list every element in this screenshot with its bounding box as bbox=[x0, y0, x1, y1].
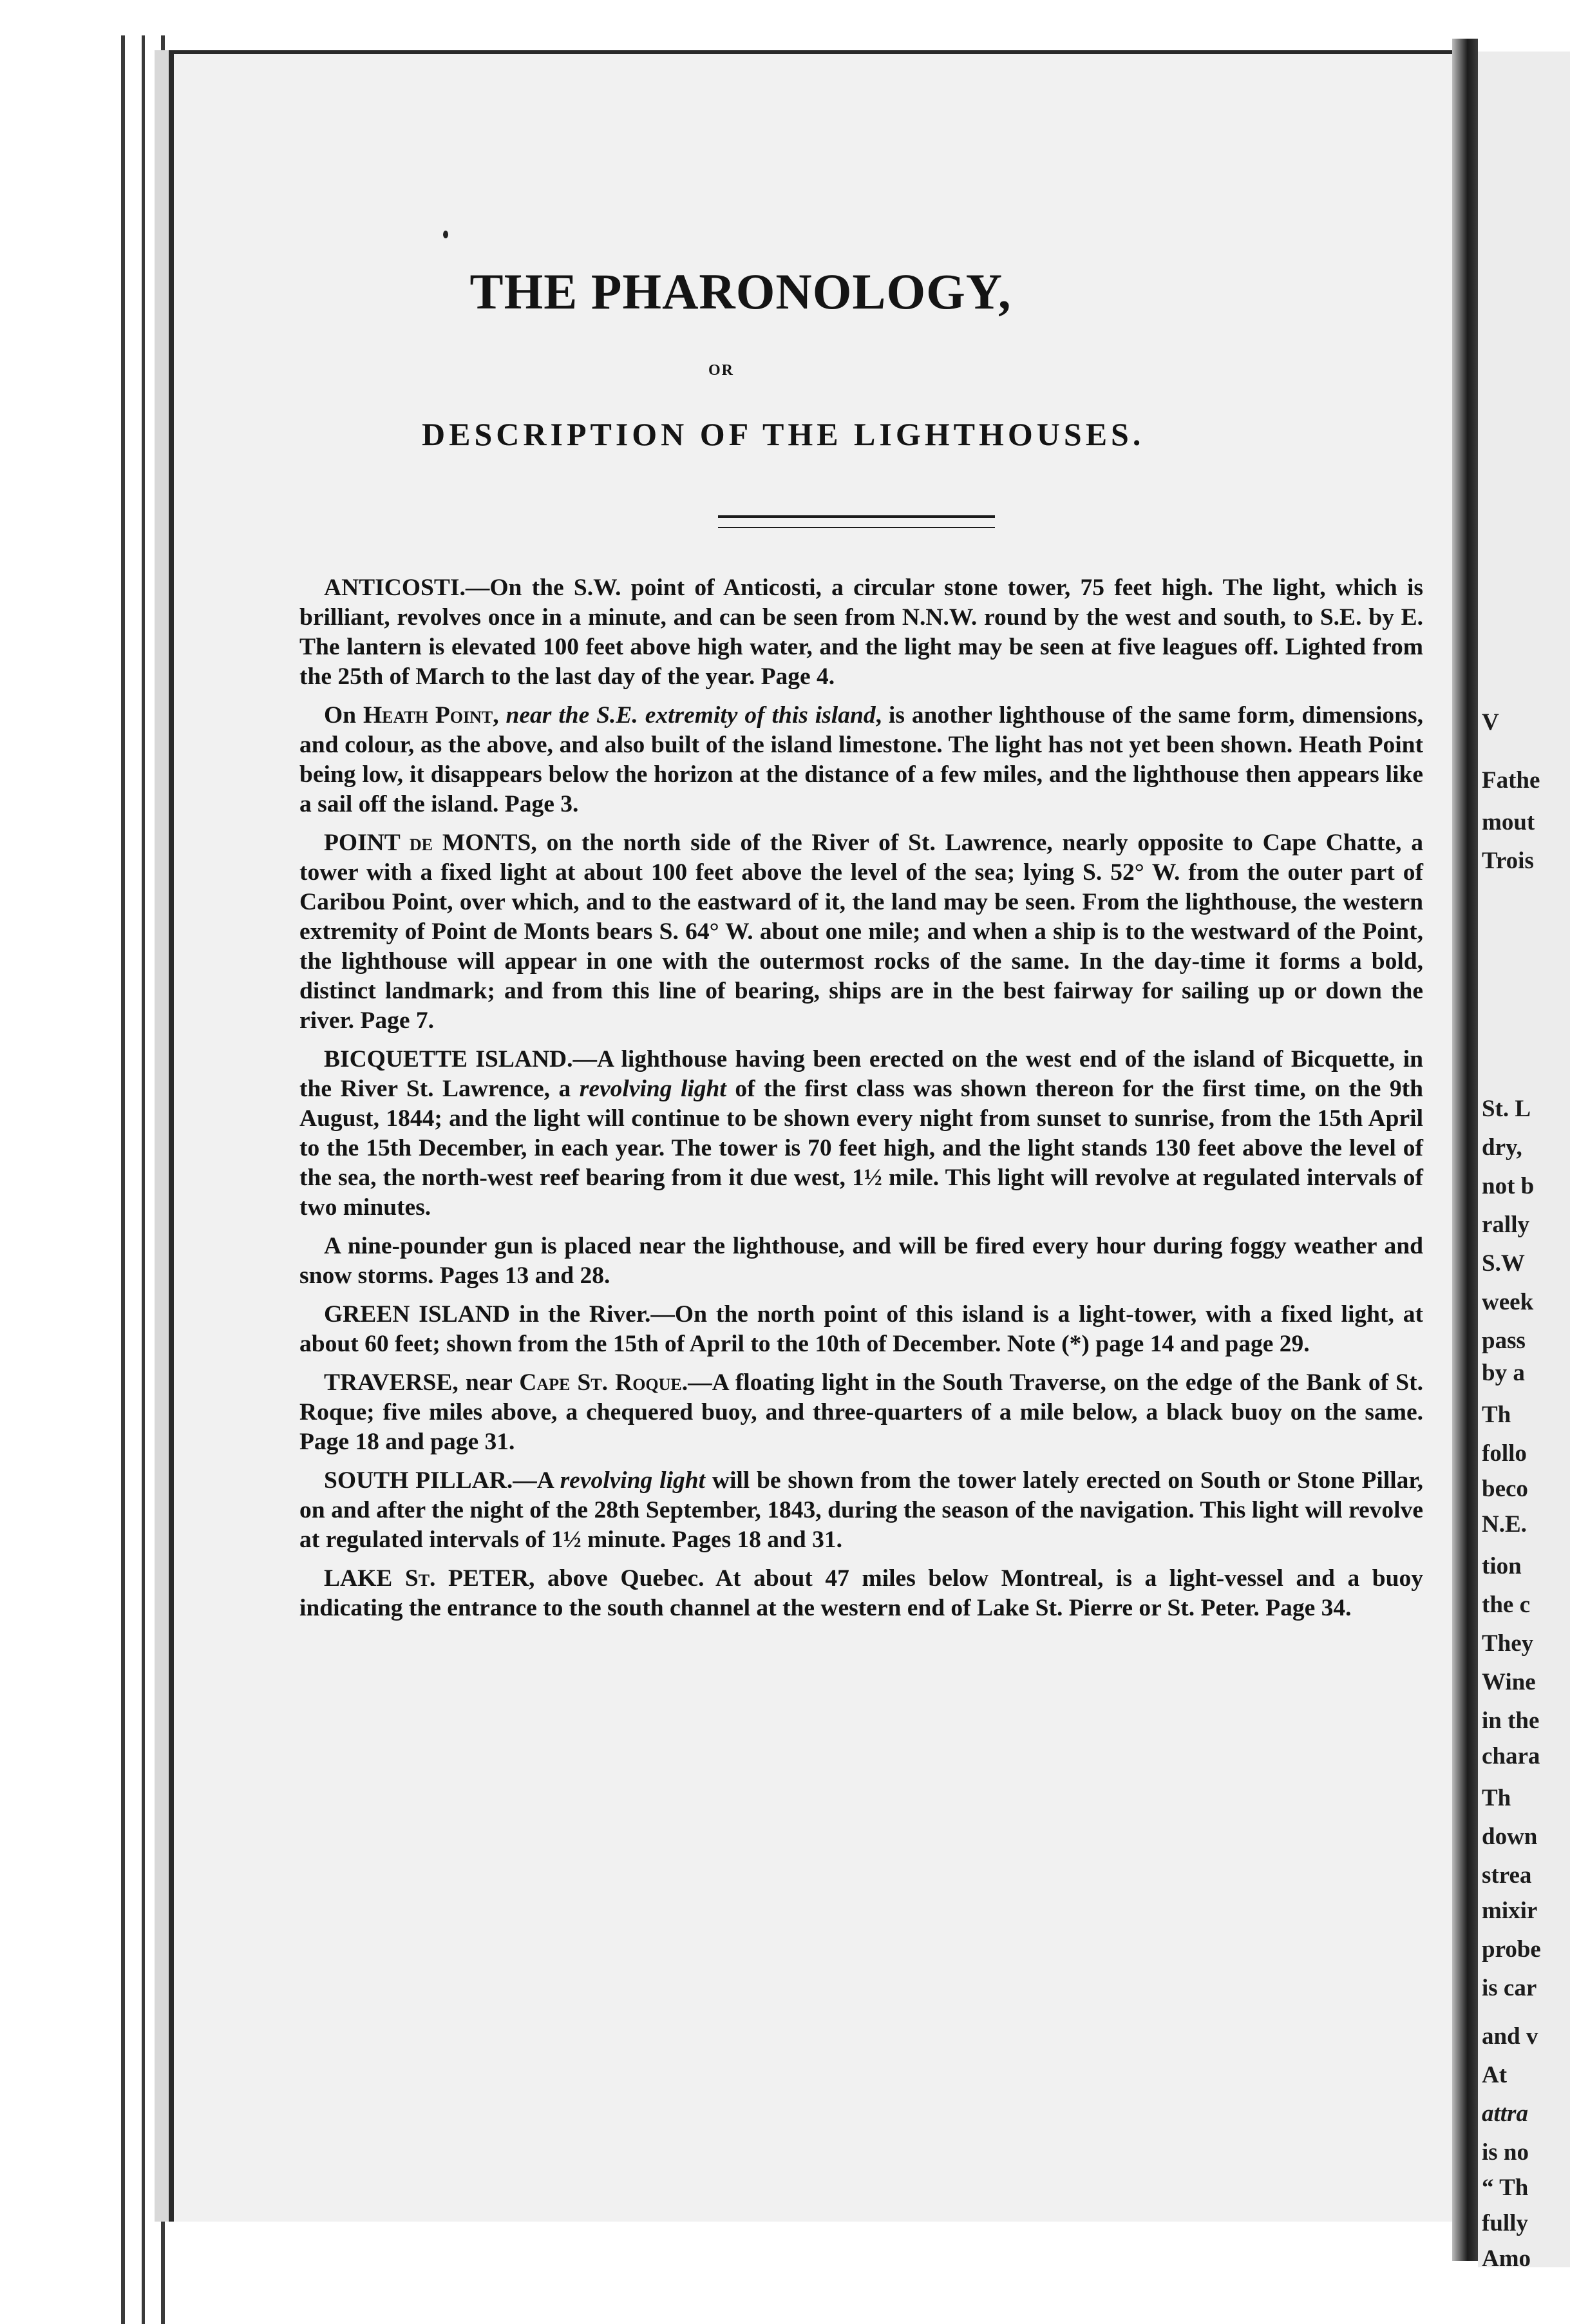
facing-page-fragment: mout bbox=[1482, 809, 1535, 835]
facing-page-fragment: St. L bbox=[1482, 1096, 1531, 1122]
facing-page-fragment: by a bbox=[1482, 1360, 1525, 1386]
page-title: THE PHARONOLOGY, bbox=[469, 263, 1012, 319]
right-page bbox=[1478, 52, 1570, 2267]
facing-page-fragment: follo bbox=[1482, 1440, 1527, 1467]
entry-text: —A bbox=[513, 1467, 560, 1494]
entry-emphasis: revolving light bbox=[579, 1076, 726, 1102]
binding-edge bbox=[0, 0, 119, 2324]
entry-text: A nine-pounder gun is placed near the lighthouse, and will be fired every hour during foggy weather and snow storms. Pages 13 and 28. bbox=[299, 1233, 1423, 1289]
facing-page-fragment: in the bbox=[1482, 1708, 1540, 1734]
facing-page-fragment: V bbox=[1482, 709, 1499, 736]
entry-heading: ANTICOSTI. bbox=[324, 575, 466, 601]
entry-heading: PETER bbox=[435, 1565, 529, 1592]
facing-page-fragment: probe bbox=[1482, 1936, 1541, 1963]
entry-heading: GREEN ISLAND in the River. bbox=[324, 1301, 651, 1328]
facing-page-fragment: tion bbox=[1482, 1553, 1522, 1579]
entry-heading: BICQUETTE ISLAND. bbox=[324, 1046, 573, 1072]
page-subtitle: DESCRIPTION OF THE LIGHTHOUSES. bbox=[422, 416, 1145, 452]
entry-gun bbox=[299, 1232, 1423, 1291]
entry-text: , on the north side of the River of St. Lawrence, nearly opposite to Cape Chatte, a tower with a fixed light at about 100 feet above the level of the sea; lying S. 52° W. from the outer part of Caribou Point, over which, and to the eastward of it, the land may be seen. From the lighthouse, the western extremity of Point de Monts bears S. 64° W. about one mile; and when a ship is to the westward of the Point, the lighthouse will appear in one with the outermost rocks of the same. In the day-time it forms a bold, distinct landmark; and from this line of bearing, ships are in the best fairway for sailing up or down the river. Page 7. bbox=[299, 830, 1423, 1034]
facing-page-fragment: Th bbox=[1482, 1402, 1511, 1428]
binding-stripe bbox=[121, 35, 125, 2324]
entry-text: , bbox=[493, 702, 506, 729]
facing-page-fragment: the c bbox=[1482, 1592, 1530, 1618]
facing-page-fragment: rally bbox=[1482, 1212, 1529, 1238]
facing-page-fragment: dry, bbox=[1482, 1134, 1522, 1161]
facing-page-fragment: Th bbox=[1482, 1785, 1511, 1811]
page-gutter bbox=[1452, 39, 1478, 2261]
facing-page-fragment: beco bbox=[1482, 1476, 1528, 1502]
binding-stripe bbox=[161, 35, 165, 2324]
entry-text: —On the north point of this island is a light-tower, with a fixed light, at about 60 feet; shown from the 15th of April to the 10th of December. Note (*) page 14 and page 29. bbox=[299, 1301, 1423, 1357]
facing-page-fragment: They bbox=[1482, 1630, 1534, 1657]
facing-page-fragment: attra bbox=[1482, 2100, 1528, 2127]
entry-heading: MONTS bbox=[433, 830, 531, 856]
entry-south-pillar bbox=[299, 1466, 1423, 1555]
entry-heading: Heath Point bbox=[363, 702, 493, 729]
facing-page-fragment: chara bbox=[1482, 1743, 1540, 1769]
title-connector: OR bbox=[708, 362, 734, 379]
facing-page-fragment: pass bbox=[1482, 1328, 1526, 1354]
facing-page-fragment: Wine bbox=[1482, 1669, 1536, 1695]
entry-emphasis: near the S.E. extremity of this island bbox=[506, 702, 876, 729]
entry-text: , near bbox=[452, 1369, 520, 1396]
entry-emphasis: revolving light bbox=[560, 1467, 706, 1494]
entry-anticosti bbox=[299, 573, 1423, 692]
facing-page-fragment: Trois bbox=[1482, 848, 1534, 874]
facing-page-fragment: is no bbox=[1482, 2139, 1529, 2166]
entry-text: —A floating light in the South Traverse, on the edge of the Bank of St. Roque; five miles above, a chequered buoy, and three-quarters of a mile below, a black buoy on the same. Page 18 and page 31. bbox=[299, 1369, 1424, 1455]
entry-heading: St. bbox=[404, 1565, 436, 1592]
entry-bicquette-island bbox=[299, 1045, 1423, 1223]
facing-page-fragment: not b bbox=[1482, 1173, 1535, 1199]
entry-heading: TRAVERSE bbox=[324, 1369, 453, 1396]
entry-lake-st-peter bbox=[299, 1564, 1423, 1623]
entry-heading: POINT bbox=[324, 830, 410, 856]
facing-page-fragment: N.E. bbox=[1482, 1511, 1527, 1538]
facing-page-fragment: Fathe bbox=[1482, 767, 1540, 794]
binding-stripe bbox=[142, 35, 145, 2324]
facing-page-fragment: mixir bbox=[1482, 1898, 1538, 1924]
title-rule bbox=[718, 515, 995, 528]
entry-text: will be shown from the tower lately erected on South or Stone Pillar, on and after the night of the 28th September, 1843, during the season of the navigation. This light will revolve at regulated intervals of 1½ minute. Pages 18 and 31. bbox=[299, 1467, 1423, 1553]
entry-text: of the first class was shown thereon for the first time, on the 9th August, 1844; and the light will continue to be shown every night from sunset to sunrise, from the 15th April to the 15th December, in each year. The tower is 70 feet high, and the light stands 130 feet above the level of the sea, the north-west reef bearing from it due west, 1½ mile. This light will revolve at regulated intervals of two minutes. bbox=[299, 1076, 1423, 1221]
entry-green-island bbox=[299, 1300, 1423, 1359]
entry-traverse bbox=[299, 1368, 1423, 1457]
entry-text: —A lighthouse having been erected on the west end of the island of Bicquette, in the River St. Lawrence, a bbox=[299, 1046, 1423, 1102]
facing-page-fragment: is car bbox=[1482, 1975, 1537, 2001]
ink-speck bbox=[443, 231, 448, 238]
facing-page-fragment: fully bbox=[1482, 2210, 1528, 2236]
facing-page-fragment: Amo bbox=[1482, 2245, 1531, 2267]
facing-page-fragment: week bbox=[1482, 1289, 1534, 1315]
facing-page-fragment: down bbox=[1482, 1824, 1538, 1850]
entry-point-de-monts bbox=[299, 828, 1423, 1036]
facing-page-fragment: “ Th bbox=[1482, 2175, 1529, 2201]
facing-page-fragment: strea bbox=[1482, 1862, 1532, 1889]
entry-heading: SOUTH PILLAR. bbox=[324, 1467, 513, 1494]
entry-heath-point bbox=[299, 701, 1423, 819]
entry-text: —On the S.W. point of Anticosti, a circular stone tower, 75 feet high. The light, which is brilliant, revolves once in a minute, and can be seen from N.N.W. round by the west and south, to S.E. by E. The lantern is elevated 100 feet above high water, and the light may be seen at five leagues off. Lighted from the 25th of March to the last day of the year. Page 4. bbox=[299, 575, 1423, 690]
entry-text: On bbox=[324, 702, 363, 729]
facing-page-fragment: and v bbox=[1482, 2023, 1538, 2050]
facing-page-fragment: At bbox=[1482, 2062, 1508, 2088]
entry-heading: Cape St. Roque. bbox=[519, 1369, 688, 1396]
entry-text: , above Quebec. At about 47 miles below Montreal, is a light-vessel and a buoy indicating the entrance to the south channel at the western end of Lake St. Pierre or St. Peter. Page 34. bbox=[299, 1565, 1424, 1621]
facing-page-fragment: S.W bbox=[1482, 1250, 1525, 1277]
lighthouse-entries bbox=[299, 573, 1423, 1632]
entry-heading: de bbox=[409, 830, 433, 856]
entry-heading: LAKE bbox=[324, 1565, 405, 1592]
entry-text: , is another lighthouse of the same form, dimensions, and colour, as the above, and also built of the island limestone. The light has not yet been shown. Heath Point being low, it disappears below the horizon at the distance of a few miles, and the lighthouse then appears like a sail off the island. Page 3. bbox=[299, 702, 1423, 817]
